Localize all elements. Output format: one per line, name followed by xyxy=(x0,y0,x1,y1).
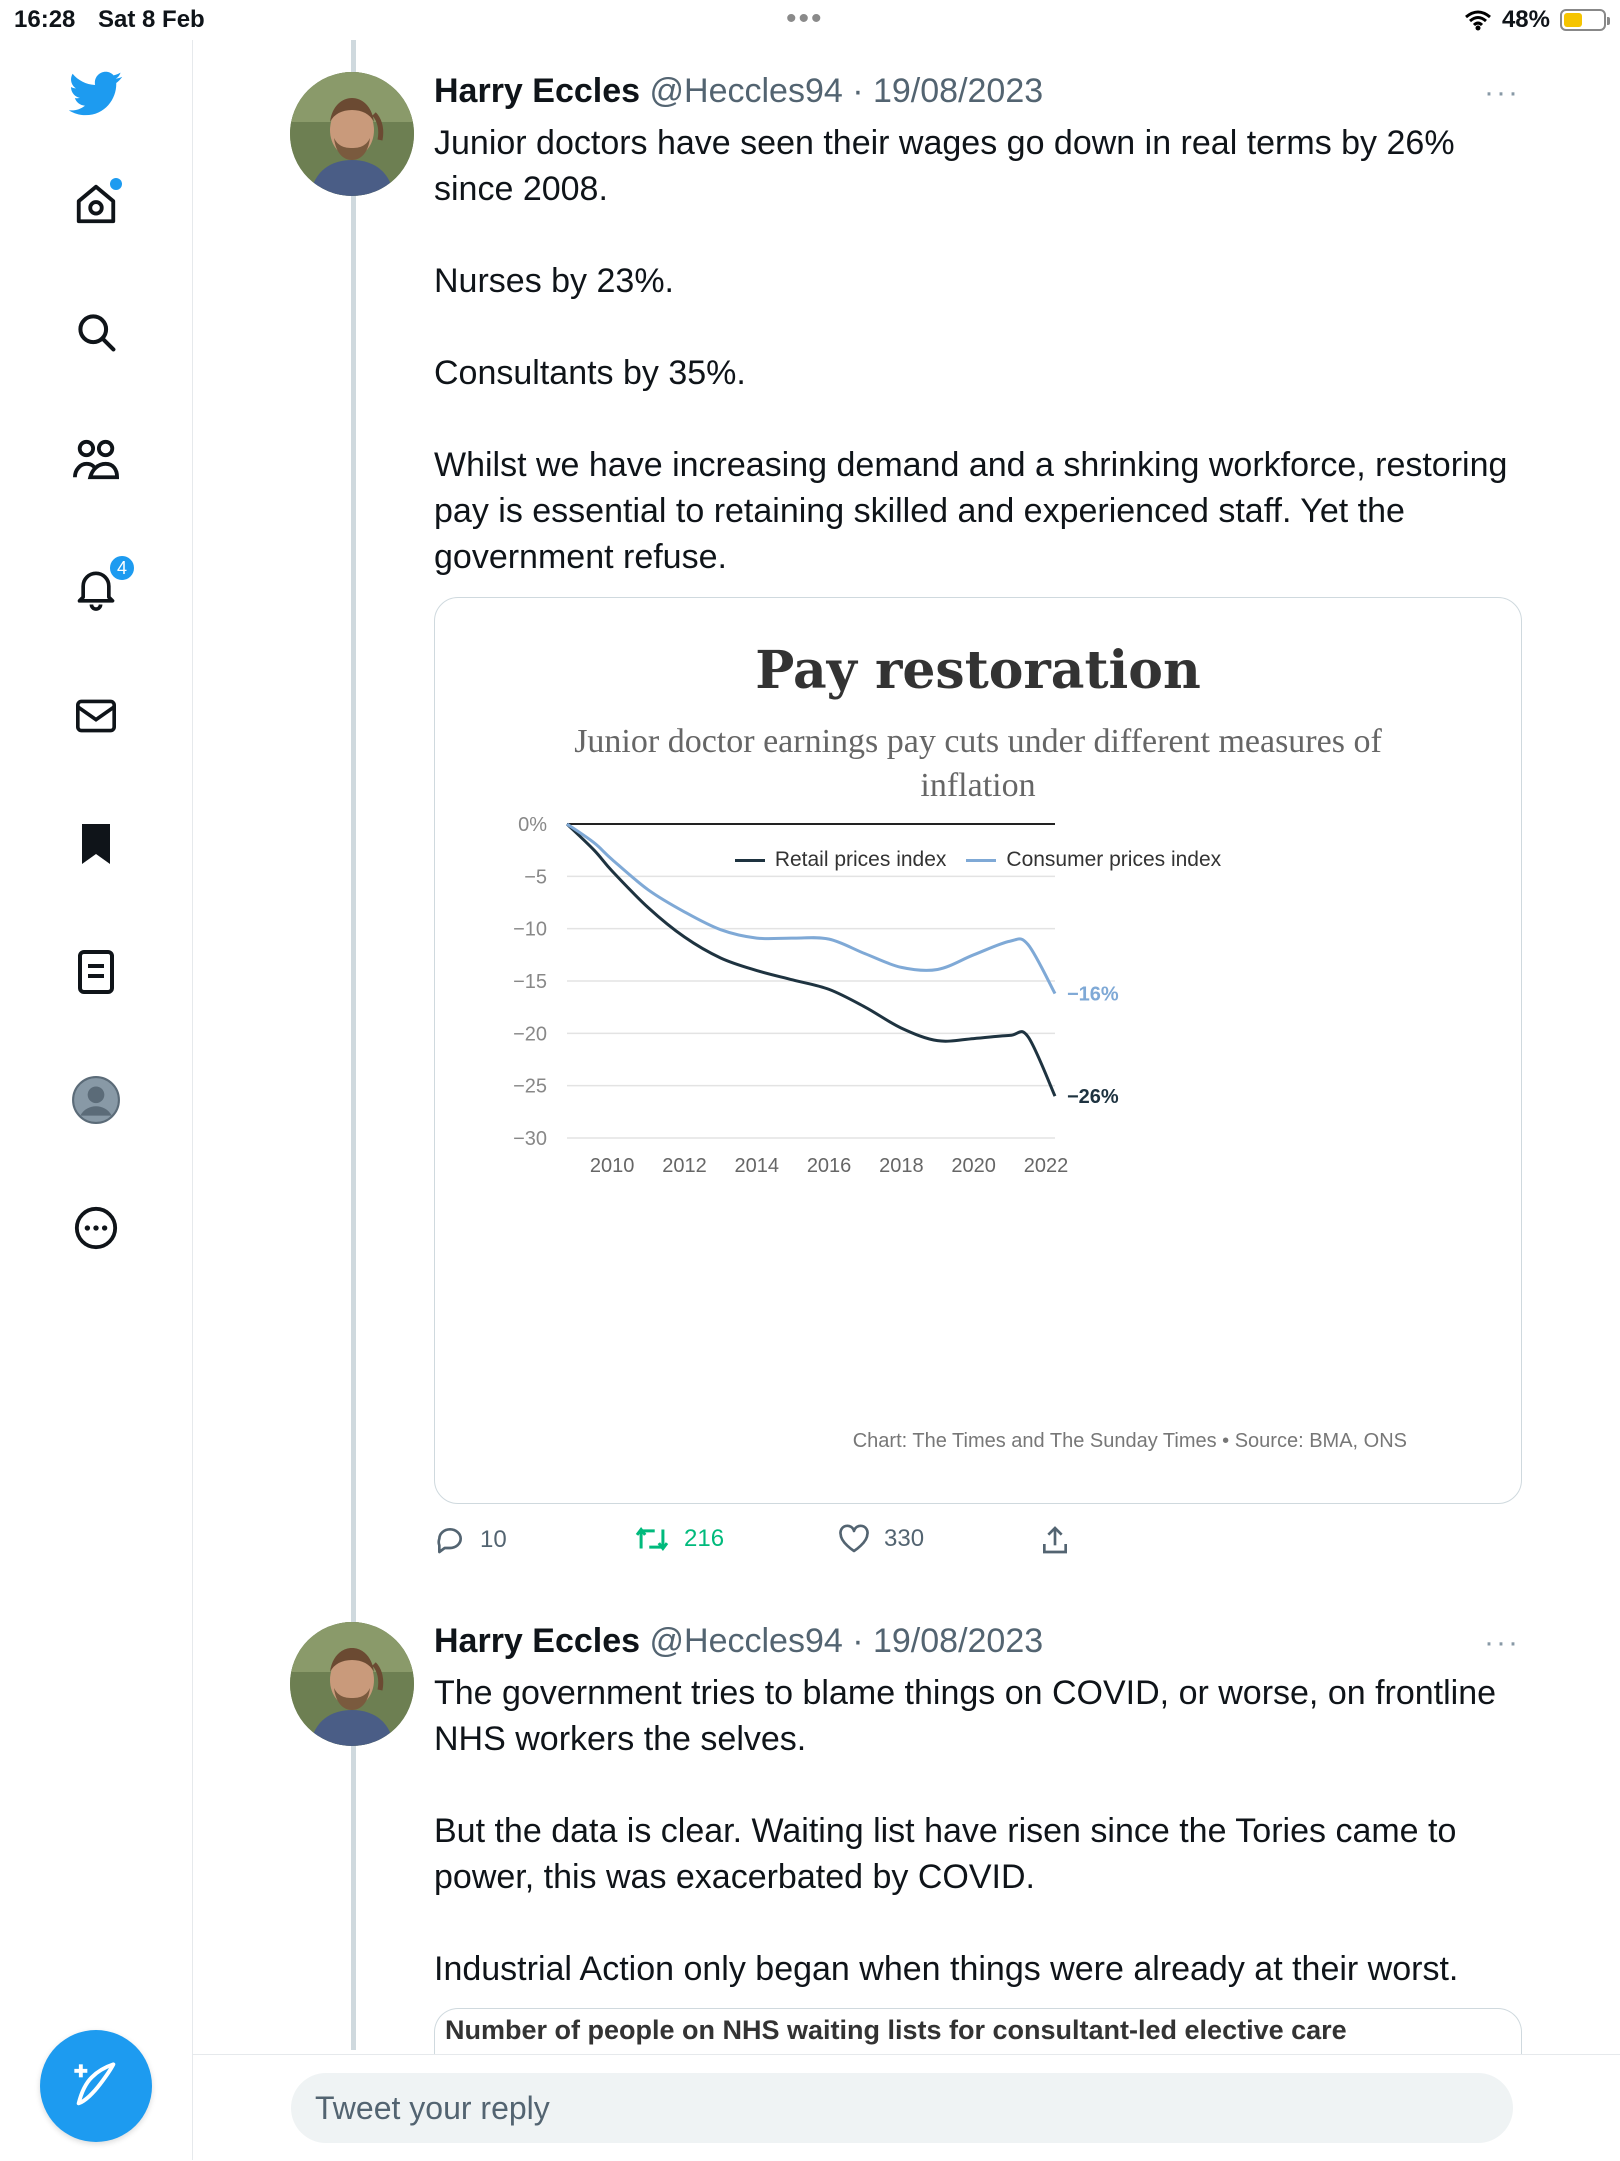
share-button[interactable] xyxy=(1040,1524,1070,1556)
nav-profile[interactable] xyxy=(68,1072,124,1128)
author-name[interactable]: Harry Eccles xyxy=(434,72,641,110)
notification-badge: 4 xyxy=(108,554,136,582)
author-name[interactable]: Harry Eccles xyxy=(434,1622,641,1660)
x-tick-label: 2018 xyxy=(879,1155,924,1177)
retweet-button[interactable] xyxy=(634,1524,724,1554)
meta-separator: · xyxy=(842,1622,873,1660)
legend-label: Retail prices index xyxy=(774,848,947,871)
more-options-icon[interactable]: ··· xyxy=(1484,1626,1520,1659)
bookmark-icon xyxy=(78,822,114,866)
x-tick-label: 2016 xyxy=(806,1155,852,1177)
series-line-rpi xyxy=(567,824,1055,1096)
list-icon xyxy=(76,950,116,994)
battery-icon xyxy=(1560,9,1606,31)
sidebar xyxy=(0,40,193,2160)
like-button[interactable] xyxy=(838,1524,924,1554)
multitasking-dots-icon[interactable]: ••• xyxy=(786,2,824,35)
status-bar xyxy=(0,0,1620,40)
series-end-label: −16% xyxy=(1067,983,1119,1006)
x-tick-label: 2020 xyxy=(951,1155,996,1177)
avatar-icon xyxy=(71,1075,121,1125)
retweet-count: 216 xyxy=(684,1525,725,1552)
battery-percent: 48% xyxy=(1501,6,1550,33)
nav-bookmarks[interactable] xyxy=(68,816,124,872)
reply-count: 10 xyxy=(480,1526,507,1553)
status-time: 16:28 xyxy=(14,6,76,33)
reply-input[interactable] xyxy=(291,2073,1513,2143)
tweet-paragraph: Junior doctors have seen their wages go down in real terms by 26% since 2008. xyxy=(434,124,1455,208)
people-icon xyxy=(71,437,121,483)
nav-communities[interactable] xyxy=(68,432,124,488)
bird-icon xyxy=(69,71,123,117)
media-card-chart[interactable] xyxy=(434,597,1522,1504)
y-tick-label: −25 xyxy=(513,1075,547,1098)
y-tick-label: 0% xyxy=(518,814,547,836)
card-title: Number of people on NHS waiting lists for consultant-led elective care xyxy=(445,2015,1347,2045)
nav-notifications[interactable] xyxy=(68,557,127,616)
reply-bar xyxy=(193,2054,1620,2161)
twitter-logo[interactable] xyxy=(68,66,124,122)
wifi-icon xyxy=(1464,9,1492,31)
author-handle[interactable]: @Heccles94 xyxy=(649,1622,843,1660)
like-count: 330 xyxy=(884,1525,925,1552)
y-tick-label: −30 xyxy=(513,1128,547,1150)
nav-lists[interactable] xyxy=(68,944,124,1000)
tweet-paragraph: The government tries to blame things on COVID, or worse, on frontline NHS workers the selves. xyxy=(434,1674,1497,1758)
compose-tweet-button[interactable] xyxy=(40,2030,152,2142)
y-tick-label: −10 xyxy=(513,918,547,941)
tweet-date[interactable]: 19/08/2023 xyxy=(872,72,1044,110)
y-tick-label: −20 xyxy=(513,1023,547,1046)
reply-icon xyxy=(434,1524,466,1556)
tweet-header xyxy=(434,1622,1043,1661)
meta-separator: · xyxy=(842,72,873,110)
mail-icon xyxy=(74,696,118,736)
tweet-date[interactable]: 19/08/2023 xyxy=(872,1622,1044,1660)
reply-button[interactable] xyxy=(434,1524,507,1556)
more-circle-icon xyxy=(73,1205,119,1251)
compose-icon xyxy=(70,2060,122,2112)
nav-explore[interactable] xyxy=(68,304,124,360)
y-tick-label: −15 xyxy=(513,971,547,993)
thread-line xyxy=(351,40,356,2050)
x-tick-label: 2014 xyxy=(734,1155,780,1177)
share-icon xyxy=(1040,1524,1070,1556)
author-avatar[interactable] xyxy=(290,72,414,196)
x-tick-label: 2010 xyxy=(589,1155,635,1177)
nav-home[interactable] xyxy=(68,176,124,232)
more-options-icon[interactable]: ··· xyxy=(1484,76,1520,109)
x-tick-label: 2022 xyxy=(1023,1155,1069,1177)
search-icon xyxy=(74,310,118,354)
tweet-text xyxy=(434,1670,1514,1992)
tweet-paragraph: Whilst we have increasing demand and a shrinking workforce, restoring pay is essential to retaining skilled and experienced staff. Yet the government refuse. xyxy=(434,446,1508,576)
tweet-actions xyxy=(434,1524,1234,1564)
home-unread-dot xyxy=(110,178,122,190)
author-avatar[interactable] xyxy=(290,1622,414,1746)
chart-title: Pay restoration xyxy=(755,640,1201,701)
nav-messages[interactable] xyxy=(68,688,124,744)
series-end-label: −26% xyxy=(1067,1086,1119,1109)
chart-subtitle: Junior doctor earnings pay cuts under different measures of inflation xyxy=(574,723,1382,804)
series-line-cpi xyxy=(567,824,1055,994)
y-tick-label: −5 xyxy=(524,866,547,889)
tweet-text xyxy=(434,120,1514,580)
status-date: Sat 8 Feb xyxy=(98,6,205,33)
tweet-paragraph: Consultants by 35%. xyxy=(434,354,746,392)
retweet-icon xyxy=(634,1524,670,1554)
chart-credit: Chart: The Times and The Sunday Times • Source: BMA, ONS xyxy=(852,1430,1407,1452)
heart-icon xyxy=(838,1524,870,1554)
nav-more[interactable] xyxy=(68,1200,124,1256)
x-tick-label: 2012 xyxy=(662,1155,707,1177)
tweet-paragraph: Industrial Action only began when things were already at their worst. xyxy=(434,1950,1459,1988)
author-handle[interactable]: @Heccles94 xyxy=(649,72,843,110)
tweet-paragraph: But the data is clear. Waiting list have risen since the Tories came to power, this was exacerbated by COVID. xyxy=(434,1812,1457,1896)
tweet-header xyxy=(434,72,1043,111)
legend-label: Consumer prices index xyxy=(1006,848,1222,871)
chart-plot xyxy=(435,598,1521,1503)
tweet-paragraph: Nurses by 23%. xyxy=(434,262,674,300)
